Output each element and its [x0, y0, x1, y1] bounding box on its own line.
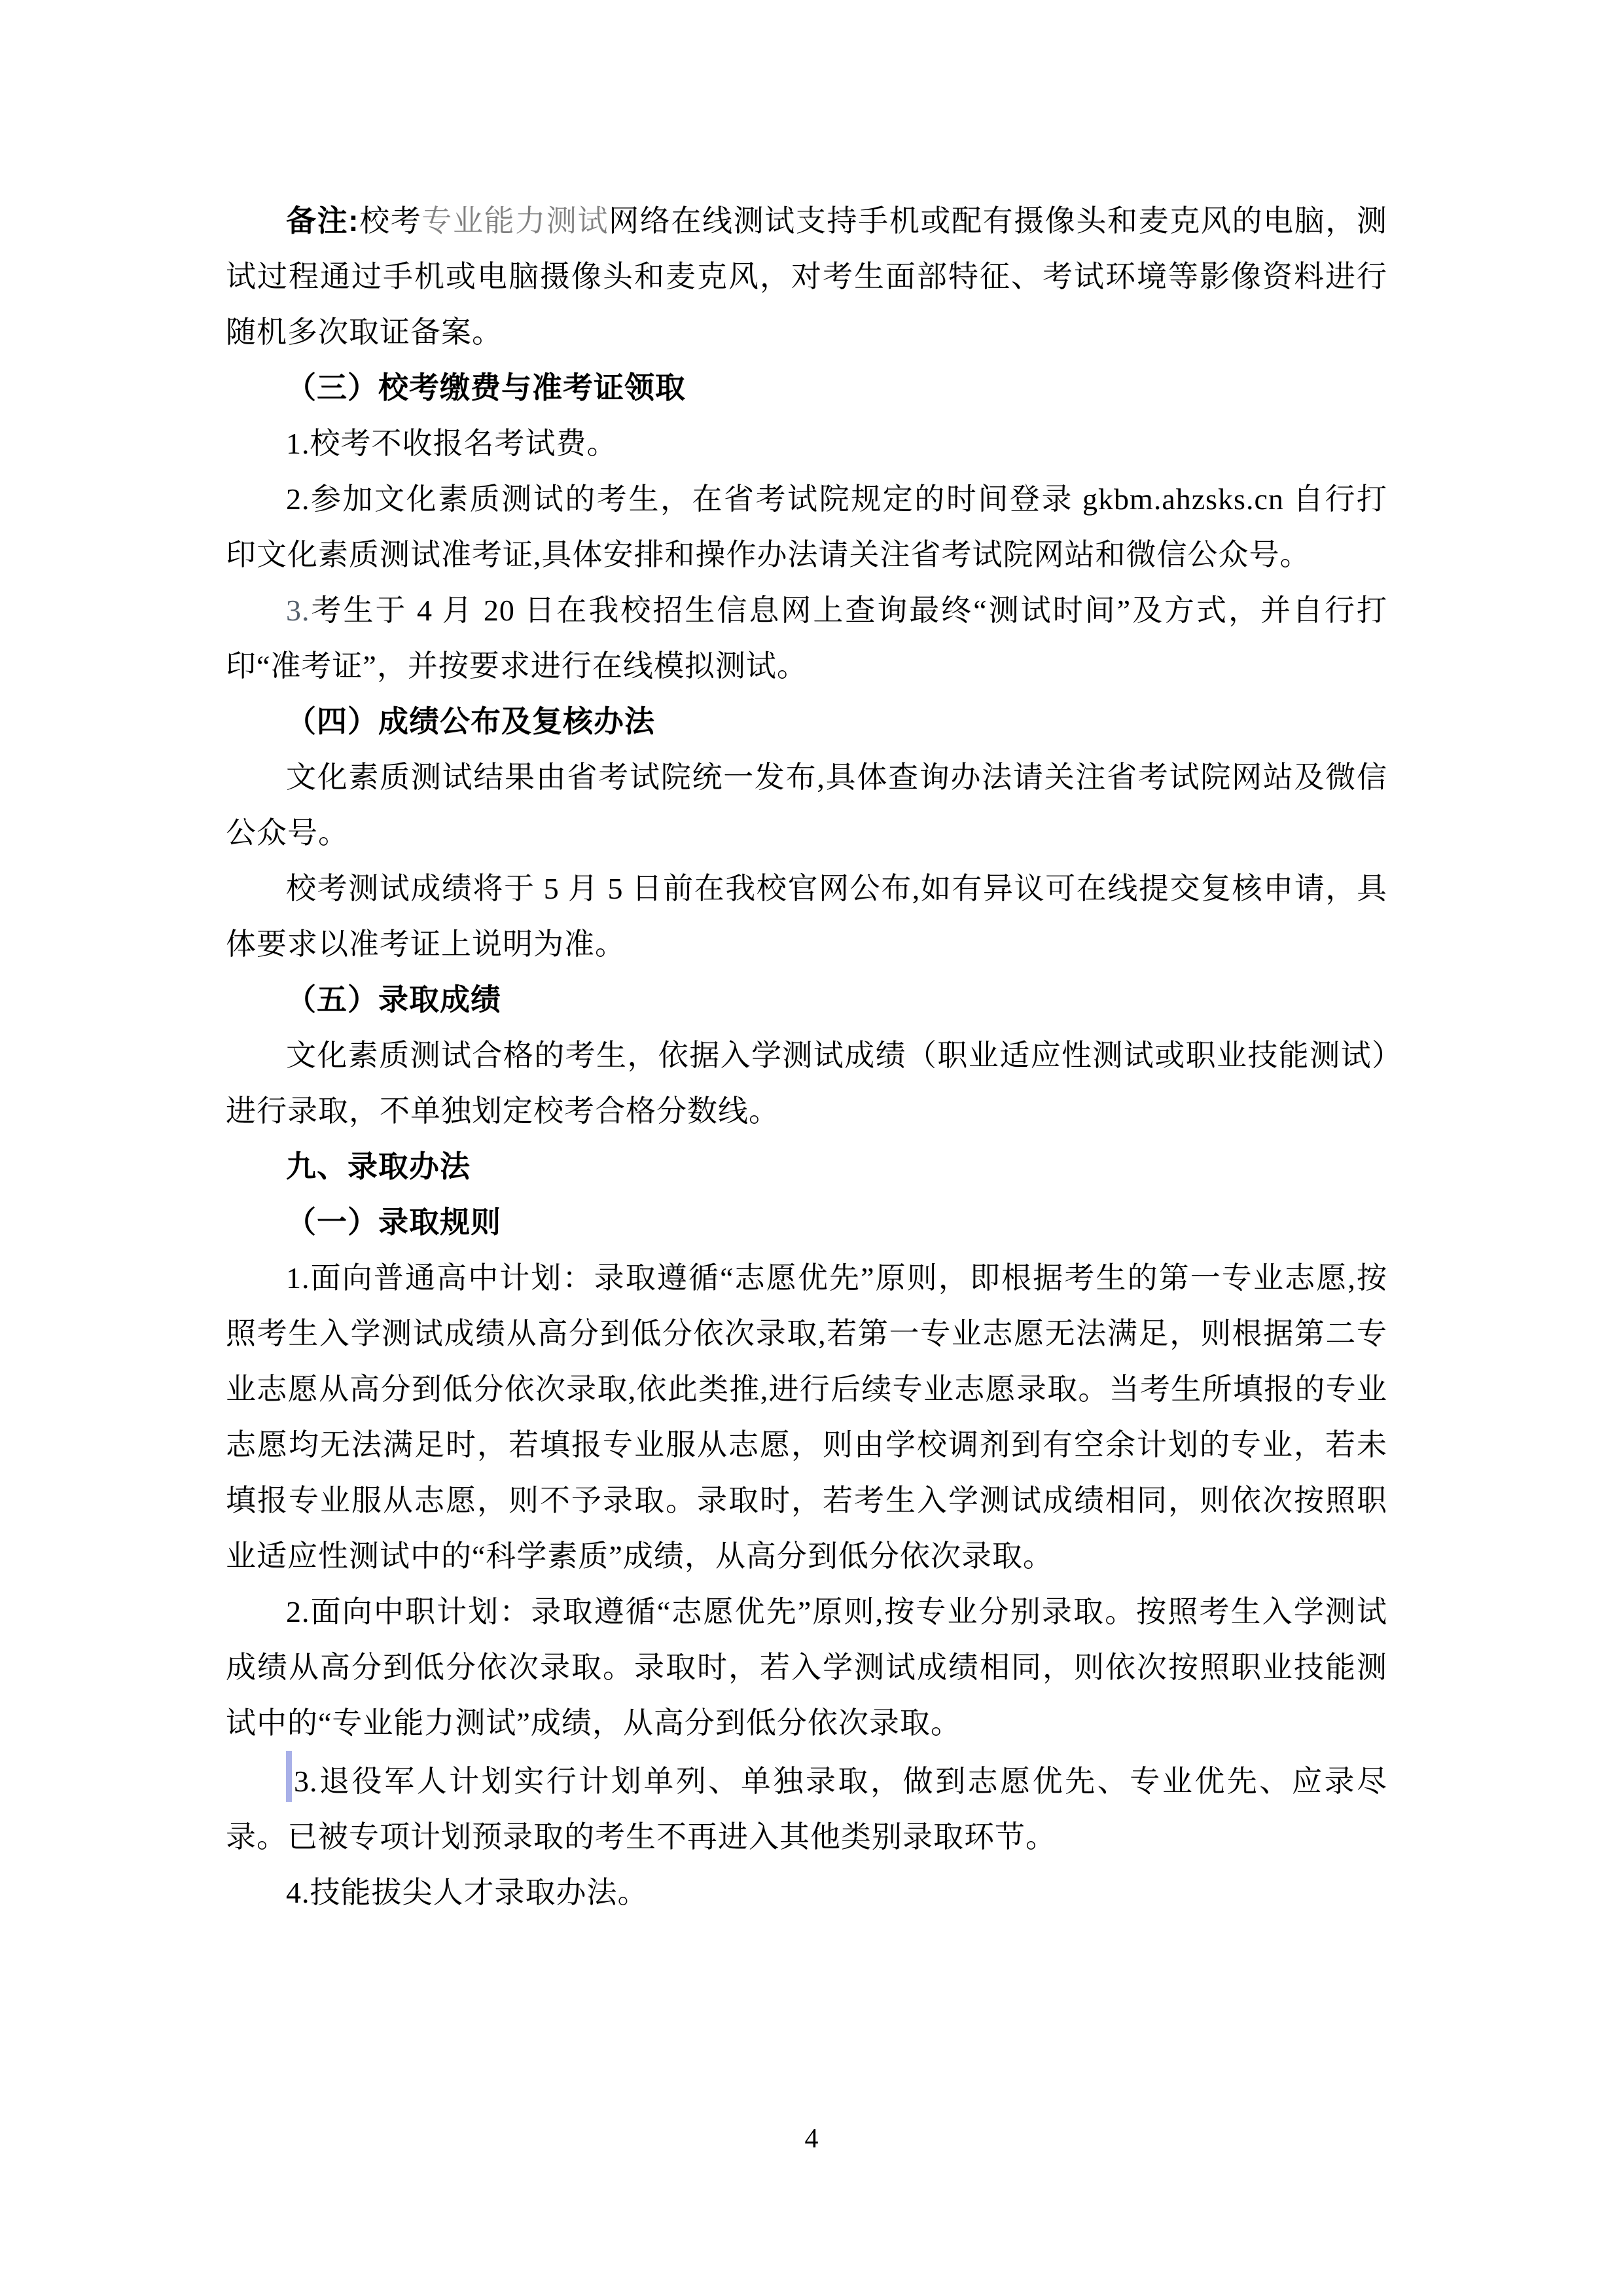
body-paragraph	[226, 1865, 1387, 1920]
selection-caret	[286, 1751, 292, 1802]
text-run: 校考	[359, 204, 422, 238]
body-paragraph	[226, 193, 1387, 360]
heading-paragraph	[226, 1139, 1387, 1194]
body-paragraph	[226, 749, 1387, 861]
heading-paragraph	[226, 694, 1387, 749]
text-run: 2.参加文化素质测试的考生，在省考试院规定的时间登录 gkbm.ahzsks.cn 自行打印文化素质测试准考证,具体安排和操作办法请关注省考试院网站和微信公众号。	[226, 482, 1387, 571]
heading-paragraph	[226, 1194, 1387, 1250]
text-run: 专业能力测试	[421, 204, 609, 238]
text-run: 3.	[286, 594, 310, 627]
text-run: （一）录取规则	[286, 1205, 501, 1239]
body-paragraph	[226, 583, 1387, 694]
text-run: 2.面向中职计划：录取遵循“志愿优先”原则,按专业分别录取。按照考生入学测试成绩从高分到低分依次录取。录取时，若入学测试成绩相同，则依次按照职业技能测试中的“专业能力测试”成绩，从高分到低分依次录取。	[226, 1595, 1387, 1740]
text-run: 文化素质测试结果由省考试院统一发布,具体查询办法请关注省考试院网站及微信公众号。	[226, 761, 1387, 850]
text-run: 文化素质测试合格的考生，依据入学测试成绩（职业适应性测试或职业技能测试）进行录取，不单独划定校考合格分数线。	[226, 1039, 1387, 1128]
text-run: 备注:	[286, 204, 359, 238]
page-number: 4	[804, 2124, 819, 2154]
text-run: （四）成绩公布及复核办法	[286, 704, 655, 738]
text-run: 网络在线测试支持手机或配有摄像头和麦克风的电脑，测试过程通过手机或电脑摄像头和麦克风，对考生面部特征、考试环境等影像资料进行随机多次取证备案。	[226, 204, 1388, 349]
text-run: 1.面向普通高中计划：录取遵循“志愿优先”原则，即根据考生的第一专业志愿,按照考生入学测试成绩从高分到低分依次录取,若第一专业志愿无法满足，则根据第二专业志愿从高分到低分依次录取,依此类推,进行后续专业志愿录取。当考生所填报的专业志愿均无法满足时，若填报专业服从志愿，则由学校调剂到有空余计划的专业，若未填报专业服从志愿，则不予录取。录取时，若考生入学测试成绩相同，则依次按照职业适应性测试中的“科学素质”成绩，从高分到低分依次录取。	[226, 1261, 1387, 1573]
body-paragraph	[226, 1028, 1387, 1139]
body-paragraph	[226, 1584, 1387, 1751]
body-paragraph	[226, 1250, 1387, 1584]
body-paragraph	[226, 471, 1387, 583]
body-paragraph	[226, 1751, 1387, 1865]
heading-paragraph	[226, 360, 1387, 416]
text-run: 1.校考不收报名考试费。	[286, 427, 618, 460]
text-run: 3.退役军人计划实行计划单列、单独录取，做到志愿优先、专业优先、应录尽录。已被专项计划预录取的考生不再进入其他类别录取环节。	[226, 1765, 1387, 1854]
text-run: 考生于 4 月 20 日在我校招生信息网上查询最终“测试时间”及方式，并自行打印“准考证”，并按要求进行在线模拟测试。	[226, 594, 1387, 683]
text-run: 4.技能拔尖人才录取办法。	[286, 1876, 649, 1909]
document-body	[226, 193, 1387, 1920]
body-paragraph	[226, 416, 1387, 471]
text-run: （五）录取成绩	[286, 982, 501, 1016]
text-run: （三）校考缴费与准考证领取	[286, 370, 686, 404]
text-run: 校考测试成绩将于 5 月 5 日前在我校官网公布,如有异议可在线提交复核申请，具体要求以准考证上说明为准。	[226, 872, 1387, 961]
text-run: 九、录取办法	[286, 1149, 471, 1183]
body-paragraph	[226, 861, 1387, 972]
heading-paragraph	[226, 972, 1387, 1028]
